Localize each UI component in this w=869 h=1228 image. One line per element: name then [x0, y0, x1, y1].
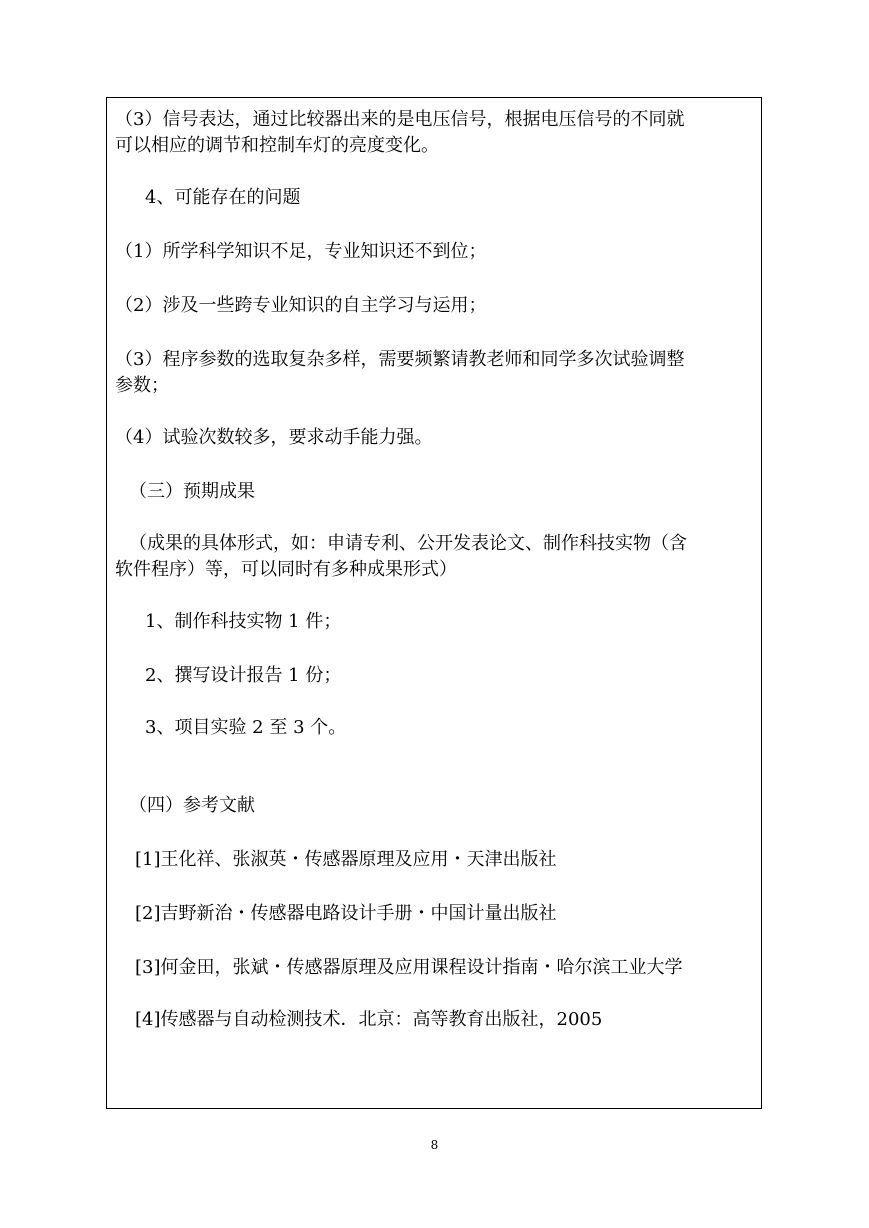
list-item: （2）涉及一些跨专业知识的自主学习与运用； [115, 295, 487, 316]
page-number: 8 [430, 1138, 439, 1152]
reference-item: [4]传感器与自动检测技术．北京：高等教育出版社，2005 [135, 1009, 603, 1030]
list-item: 2、撰写设计报告 1 份； [145, 665, 342, 686]
reference-item: [1]王化祥、张淑英・传感器原理及应用・天津出版社 [135, 849, 557, 870]
note-line: 软件程序）等，可以同时有多种成果形式） [115, 559, 457, 580]
list-item: （1）所学科学知识不足，专业知识还不到位； [115, 241, 487, 262]
paragraph-line: （3）信号表达，通过比较器出来的是电压信号，根据电压信号的不同就 [115, 109, 685, 130]
list-item: 1、制作科技实物 1 件； [145, 611, 342, 632]
reference-item: [3]何金田，张斌・传感器原理及应用课程设计指南・哈尔滨工业大学 [135, 957, 683, 978]
list-item: （3）程序参数的选取复杂多样，需要频繁请教老师和同学多次试验调整 [115, 349, 685, 370]
section-heading: 4、可能存在的问题 [145, 187, 301, 208]
paragraph-line: 可以相应的调节和控制车灯的亮度变化。 [115, 135, 439, 156]
list-item: 3、项目实验 2 至 3 个。 [145, 717, 347, 738]
section-heading: （四）参考文献 [129, 795, 255, 816]
note-line: （成果的具体形式，如：申请专利、公开发表论文、制作科技实物（含 [129, 533, 687, 554]
document-frame [106, 97, 762, 1109]
list-item: （4）试验次数较多，要求动手能力强。 [115, 427, 433, 448]
list-item-continuation: 参数； [115, 375, 169, 396]
section-heading: （三）预期成果 [129, 481, 255, 502]
reference-item: [2]吉野新治・传感器电路设计手册・中国计量出版社 [135, 903, 557, 924]
